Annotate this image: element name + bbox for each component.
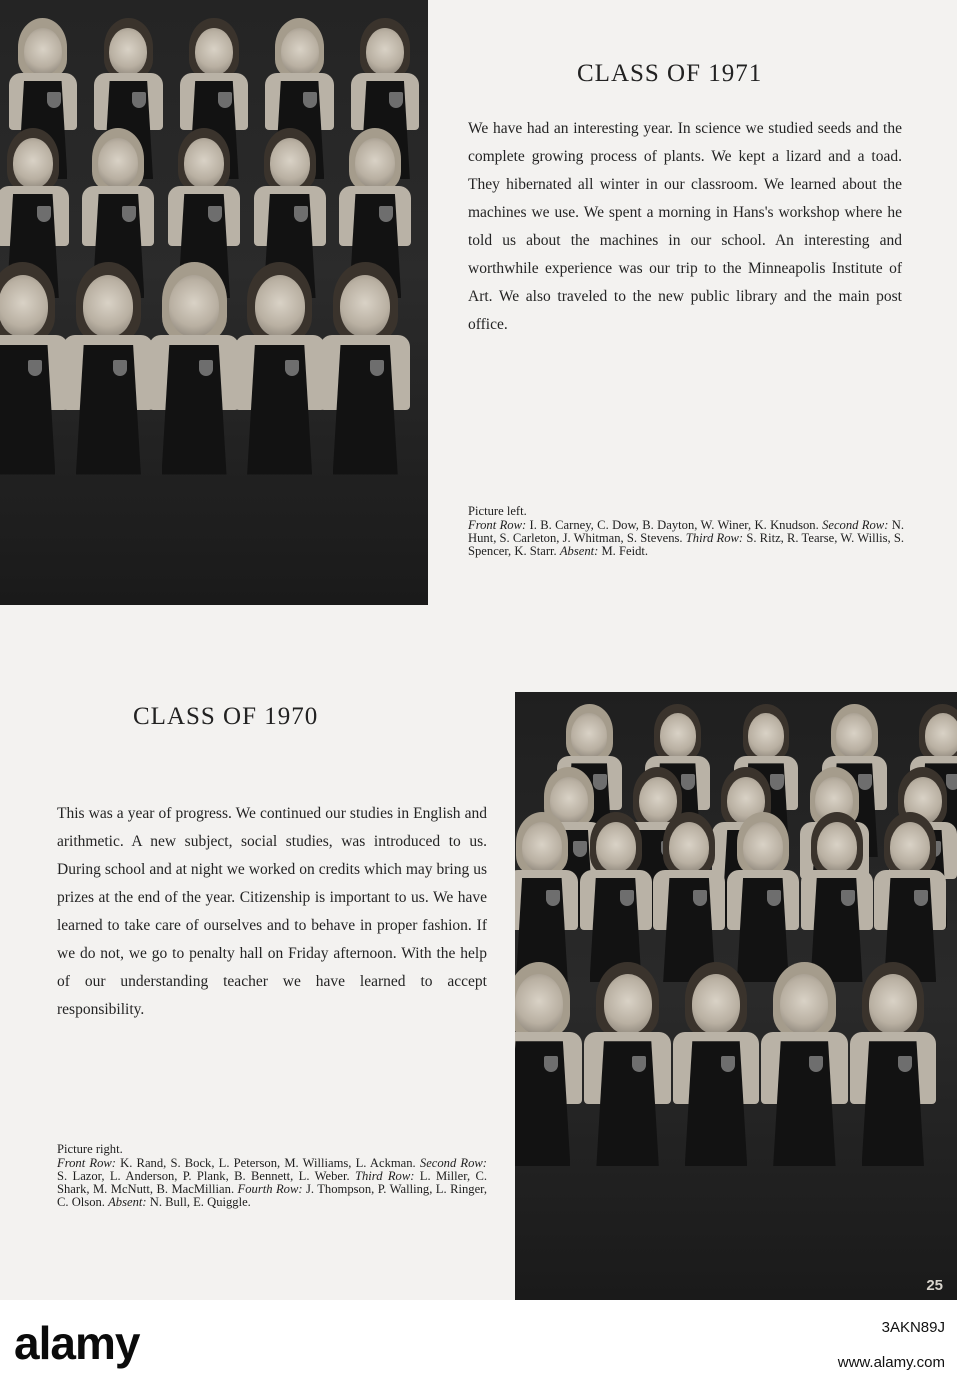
alamy-logo: alamy	[14, 1317, 140, 1369]
class-1971-body: We have had an interesting year. In science we studied seeds and the complete growing process of plants. We kept a lizard and a toad. They hibernated all winter in our classroom. We learned about the machines we use. We spent a morning in Hans's workshop where he told us about the machines in our school. An interesting and worthwhile experience was our trip to the Minneapolis Institute of Art. We also traveled to the new public library and the main post office.	[468, 120, 902, 333]
caption-row-label: Front Row:	[468, 518, 527, 532]
student-figure	[315, 262, 415, 475]
caption-row-names: S. Lazor, L. Anderson, P. Plank, B. Bennett, L. Weber.	[57, 1169, 350, 1183]
student-figure	[723, 812, 803, 982]
caption-heading: Picture right.	[57, 1142, 123, 1156]
caption-row-names: N. Hunt, S. Carleton, J. Whitman, S. Stevens.	[468, 518, 904, 545]
source-url: www.alamy.com	[837, 1354, 945, 1371]
caption-heading: Picture left.	[468, 504, 527, 518]
caption-row-names: M. Feidt.	[601, 544, 649, 558]
caption-row-names: S. Ritz, R. Tearse, W. Willis, S. Spencer, K. Starr.	[468, 531, 905, 558]
student-figure	[580, 962, 676, 1166]
caption-row-label: Front Row:	[57, 1156, 116, 1170]
caption-row-label: Fourth Row:	[237, 1182, 303, 1196]
student-figure	[576, 812, 656, 982]
caption-row-label: Second Row:	[419, 1156, 488, 1170]
caption-row-names: L. Miller, C. Shark, M. McNutt, B. MacMillian.	[57, 1169, 488, 1196]
caption-row-label: Second Row:	[822, 518, 889, 532]
student-figure	[756, 962, 852, 1166]
class-1971-photo	[0, 0, 428, 605]
caption-row-names: I. B. Carney, C. Dow, B. Dayton, W. Winer, K. Knudson.	[529, 518, 819, 532]
caption-row-label: Absent:	[108, 1195, 147, 1209]
class-1970-photo	[515, 692, 957, 1300]
class-1970-body: This was a year of progress. We continued our studies in English and arithmetic. A new subject, social studies, was introduced to us. During school and at night we worked on credits which may bring us prizes at the end of the year. Citizenship is important to us. We have learned to take care of ourselves and to behave in proper fashion. If we do not, we go to penalty hall on Friday afternoon. With the help of our understanding teacher we have learned to accept responsibility.	[57, 805, 487, 1018]
caption-row-label: Third Row:	[685, 531, 744, 545]
student-figure	[515, 812, 582, 982]
class-1970-caption	[57, 1143, 487, 1209]
student-figure	[515, 962, 587, 1166]
caption-row-names: K. Rand, S. Bock, L. Peterson, M. Williams, L. Ackman.	[120, 1156, 416, 1170]
student-figure	[668, 962, 764, 1166]
image-id: 3AKN89J	[881, 1319, 945, 1336]
caption-row-names: N. Bull, E. Quiggle.	[149, 1195, 251, 1209]
class-1971-caption	[468, 505, 904, 558]
student-figure	[649, 812, 729, 982]
caption-row-names: J. Thompson, P. Walling, L. Ringer, C. Olson.	[57, 1182, 487, 1209]
class-1970-title: CLASS OF 1970	[133, 703, 319, 730]
student-figure	[845, 962, 941, 1166]
student-figure	[797, 812, 877, 982]
watermark-footer	[0, 1300, 957, 1390]
student-figure	[870, 812, 950, 982]
caption-row-label: Absent:	[559, 544, 599, 558]
caption-row-label: Third Row:	[354, 1169, 415, 1183]
class-1971-title: CLASS OF 1971	[577, 60, 763, 87]
page-number: 25	[926, 1277, 943, 1294]
